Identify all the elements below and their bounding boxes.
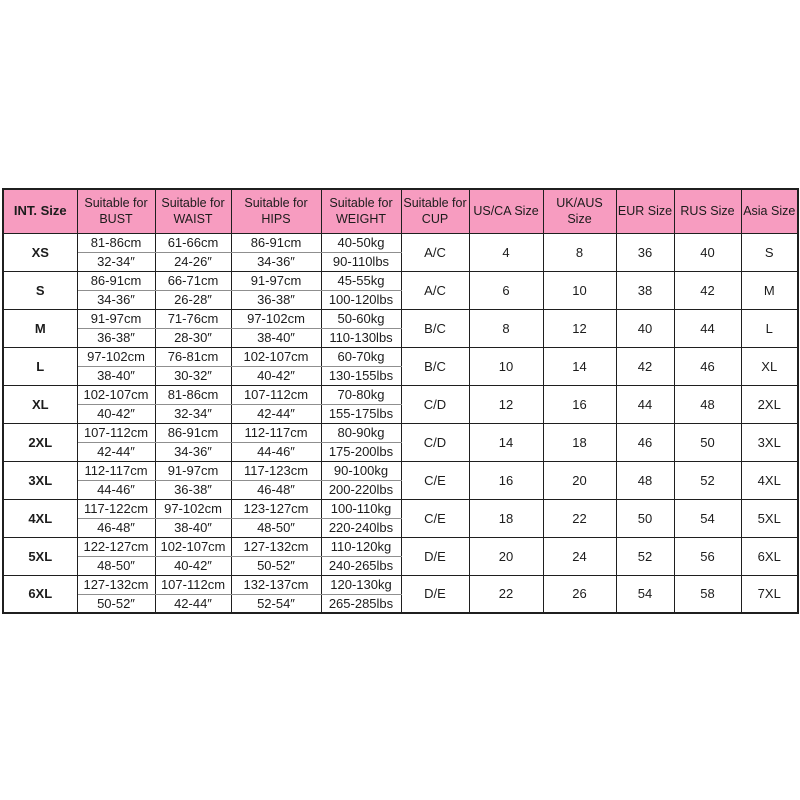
asia-cell: 3XL bbox=[741, 423, 798, 461]
bust-cm-cell: 107-112cm bbox=[77, 423, 155, 442]
eur-cell: 44 bbox=[616, 385, 674, 423]
hips-cm-cell: 117-123cm bbox=[231, 461, 321, 480]
bust-in-cell: 34-36″ bbox=[77, 290, 155, 309]
size-table-body bbox=[3, 233, 798, 613]
header-label: Suitable for bbox=[161, 196, 225, 210]
hips-cm-cell: 123-127cm bbox=[231, 499, 321, 518]
us-ca-cell: 8 bbox=[469, 309, 543, 347]
header-row bbox=[3, 189, 798, 233]
asia-cell: 6XL bbox=[741, 537, 798, 575]
bust-cm-cell: 97-102cm bbox=[77, 347, 155, 366]
waist-cm-cell: 91-97cm bbox=[155, 461, 231, 480]
bust-in-cell: 38-40″ bbox=[77, 366, 155, 385]
rus-cell: 44 bbox=[674, 309, 741, 347]
size-cell: L bbox=[3, 347, 77, 385]
cup-cell: B/C bbox=[401, 347, 469, 385]
rus-cell: 58 bbox=[674, 575, 741, 613]
size-cell: 6XL bbox=[3, 575, 77, 613]
header-cup bbox=[401, 189, 469, 233]
weight-lbs-cell: 90-110lbs bbox=[321, 252, 401, 271]
table-row bbox=[3, 309, 798, 328]
waist-cm-cell: 97-102cm bbox=[155, 499, 231, 518]
bust-in-cell: 44-46″ bbox=[77, 480, 155, 499]
weight-lbs-cell: 200-220lbs bbox=[321, 480, 401, 499]
hips-cm-cell: 132-137cm bbox=[231, 575, 321, 594]
cup-cell: B/C bbox=[401, 309, 469, 347]
asia-cell: 4XL bbox=[741, 461, 798, 499]
size-cell: 5XL bbox=[3, 537, 77, 575]
uk-aus-cell: 14 bbox=[543, 347, 616, 385]
waist-cm-cell: 81-86cm bbox=[155, 385, 231, 404]
weight-kg-cell: 50-60kg bbox=[321, 309, 401, 328]
waist-cm-cell: 76-81cm bbox=[155, 347, 231, 366]
bust-cm-cell: 117-122cm bbox=[77, 499, 155, 518]
cup-cell: A/C bbox=[401, 233, 469, 271]
bust-cm-cell: 102-107cm bbox=[77, 385, 155, 404]
hips-in-cell: 36-38″ bbox=[231, 290, 321, 309]
waist-in-cell: 40-42″ bbox=[155, 556, 231, 575]
header-int-size bbox=[3, 189, 77, 233]
table-row bbox=[3, 347, 798, 366]
weight-lbs-cell: 220-240lbs bbox=[321, 518, 401, 537]
weight-lbs-cell: 100-120lbs bbox=[321, 290, 401, 309]
cup-cell: D/E bbox=[401, 537, 469, 575]
waist-cm-cell: 86-91cm bbox=[155, 423, 231, 442]
us-ca-cell: 18 bbox=[469, 499, 543, 537]
eur-cell: 36 bbox=[616, 233, 674, 271]
size-chart-table bbox=[2, 188, 799, 614]
header-label: WAIST bbox=[173, 212, 213, 227]
bust-cm-cell: 86-91cm bbox=[77, 271, 155, 290]
uk-aus-cell: 12 bbox=[543, 309, 616, 347]
weight-lbs-cell: 240-265lbs bbox=[321, 556, 401, 575]
hips-cm-cell: 97-102cm bbox=[231, 309, 321, 328]
waist-in-cell: 34-36″ bbox=[155, 442, 231, 461]
rus-cell: 52 bbox=[674, 461, 741, 499]
uk-aus-cell: 20 bbox=[543, 461, 616, 499]
header-label: UK/AUS bbox=[556, 196, 603, 210]
eur-cell: 46 bbox=[616, 423, 674, 461]
eur-cell: 50 bbox=[616, 499, 674, 537]
asia-cell: 5XL bbox=[741, 499, 798, 537]
uk-aus-cell: 18 bbox=[543, 423, 616, 461]
weight-lbs-cell: 155-175lbs bbox=[321, 404, 401, 423]
uk-aus-cell: 8 bbox=[543, 233, 616, 271]
waist-in-cell: 36-38″ bbox=[155, 480, 231, 499]
weight-kg-cell: 110-120kg bbox=[321, 537, 401, 556]
bust-cm-cell: 91-97cm bbox=[77, 309, 155, 328]
cup-cell: A/C bbox=[401, 271, 469, 309]
header-label: CUP bbox=[421, 212, 449, 227]
bust-cm-cell: 127-132cm bbox=[77, 575, 155, 594]
asia-cell: M bbox=[741, 271, 798, 309]
waist-cm-cell: 107-112cm bbox=[155, 575, 231, 594]
weight-kg-cell: 40-50kg bbox=[321, 233, 401, 252]
hips-in-cell: 38-40″ bbox=[231, 328, 321, 347]
cup-cell: C/E bbox=[401, 499, 469, 537]
weight-lbs-cell: 265-285lbs bbox=[321, 594, 401, 613]
bust-in-cell: 40-42″ bbox=[77, 404, 155, 423]
size-cell: XS bbox=[3, 233, 77, 271]
rus-cell: 54 bbox=[674, 499, 741, 537]
header-label: Size bbox=[567, 212, 592, 227]
hips-cm-cell: 107-112cm bbox=[231, 385, 321, 404]
weight-kg-cell: 90-100kg bbox=[321, 461, 401, 480]
hips-in-cell: 48-50″ bbox=[231, 518, 321, 537]
us-ca-cell: 4 bbox=[469, 233, 543, 271]
weight-lbs-cell: 130-155lbs bbox=[321, 366, 401, 385]
header-label: Asia Size bbox=[743, 204, 796, 219]
bust-in-cell: 48-50″ bbox=[77, 556, 155, 575]
uk-aus-cell: 26 bbox=[543, 575, 616, 613]
eur-cell: 52 bbox=[616, 537, 674, 575]
waist-cm-cell: 61-66cm bbox=[155, 233, 231, 252]
header-asia bbox=[741, 189, 798, 233]
waist-in-cell: 32-34″ bbox=[155, 404, 231, 423]
header-label: EUR Size bbox=[617, 204, 673, 219]
table-row bbox=[3, 271, 798, 290]
bust-in-cell: 50-52″ bbox=[77, 594, 155, 613]
uk-aus-cell: 16 bbox=[543, 385, 616, 423]
header-weight bbox=[321, 189, 401, 233]
asia-cell: L bbox=[741, 309, 798, 347]
rus-cell: 48 bbox=[674, 385, 741, 423]
header-label: Suitable for bbox=[84, 196, 148, 210]
header-label: US/CA Size bbox=[473, 204, 539, 219]
waist-in-cell: 26-28″ bbox=[155, 290, 231, 309]
header-label: INT. Size bbox=[13, 202, 67, 218]
us-ca-cell: 16 bbox=[469, 461, 543, 499]
uk-aus-cell: 22 bbox=[543, 499, 616, 537]
hips-cm-cell: 127-132cm bbox=[231, 537, 321, 556]
header-label: BUST bbox=[99, 212, 133, 227]
asia-cell: 2XL bbox=[741, 385, 798, 423]
bust-in-cell: 46-48″ bbox=[77, 518, 155, 537]
us-ca-cell: 6 bbox=[469, 271, 543, 309]
weight-lbs-cell: 110-130lbs bbox=[321, 328, 401, 347]
hips-in-cell: 50-52″ bbox=[231, 556, 321, 575]
table-header bbox=[3, 189, 798, 233]
hips-in-cell: 34-36″ bbox=[231, 252, 321, 271]
hips-cm-cell: 91-97cm bbox=[231, 271, 321, 290]
table-row bbox=[3, 461, 798, 480]
us-ca-cell: 22 bbox=[469, 575, 543, 613]
header-label: WEIGHT bbox=[336, 212, 386, 227]
weight-kg-cell: 120-130kg bbox=[321, 575, 401, 594]
us-ca-cell: 20 bbox=[469, 537, 543, 575]
bust-cm-cell: 81-86cm bbox=[77, 233, 155, 252]
us-ca-cell: 12 bbox=[469, 385, 543, 423]
hips-in-cell: 52-54″ bbox=[231, 594, 321, 613]
header-us-ca bbox=[469, 189, 543, 233]
size-cell: 2XL bbox=[3, 423, 77, 461]
hips-in-cell: 46-48″ bbox=[231, 480, 321, 499]
eur-cell: 42 bbox=[616, 347, 674, 385]
table-row bbox=[3, 385, 798, 404]
us-ca-cell: 14 bbox=[469, 423, 543, 461]
waist-cm-cell: 102-107cm bbox=[155, 537, 231, 556]
rus-cell: 50 bbox=[674, 423, 741, 461]
weight-kg-cell: 80-90kg bbox=[321, 423, 401, 442]
cup-cell: C/E bbox=[401, 461, 469, 499]
bust-in-cell: 32-34″ bbox=[77, 252, 155, 271]
asia-cell: 7XL bbox=[741, 575, 798, 613]
weight-kg-cell: 70-80kg bbox=[321, 385, 401, 404]
table-row bbox=[3, 575, 798, 594]
eur-cell: 40 bbox=[616, 309, 674, 347]
waist-in-cell: 24-26″ bbox=[155, 252, 231, 271]
header-uk-aus bbox=[543, 189, 616, 233]
header-label: RUS Size bbox=[680, 204, 735, 219]
bust-cm-cell: 122-127cm bbox=[77, 537, 155, 556]
header-hips bbox=[231, 189, 321, 233]
size-cell: S bbox=[3, 271, 77, 309]
table-row bbox=[3, 537, 798, 556]
size-cell: 4XL bbox=[3, 499, 77, 537]
eur-cell: 54 bbox=[616, 575, 674, 613]
bust-cm-cell: 112-117cm bbox=[77, 461, 155, 480]
hips-in-cell: 42-44″ bbox=[231, 404, 321, 423]
hips-in-cell: 40-42″ bbox=[231, 366, 321, 385]
eur-cell: 48 bbox=[616, 461, 674, 499]
weight-kg-cell: 60-70kg bbox=[321, 347, 401, 366]
eur-cell: 38 bbox=[616, 271, 674, 309]
rus-cell: 42 bbox=[674, 271, 741, 309]
hips-cm-cell: 112-117cm bbox=[231, 423, 321, 442]
weight-kg-cell: 45-55kg bbox=[321, 271, 401, 290]
us-ca-cell: 10 bbox=[469, 347, 543, 385]
bust-in-cell: 36-38″ bbox=[77, 328, 155, 347]
weight-lbs-cell: 175-200lbs bbox=[321, 442, 401, 461]
table-row bbox=[3, 423, 798, 442]
waist-in-cell: 42-44″ bbox=[155, 594, 231, 613]
weight-kg-cell: 100-110kg bbox=[321, 499, 401, 518]
header-bust bbox=[77, 189, 155, 233]
waist-cm-cell: 66-71cm bbox=[155, 271, 231, 290]
hips-cm-cell: 102-107cm bbox=[231, 347, 321, 366]
asia-cell: S bbox=[741, 233, 798, 271]
header-label: Suitable for bbox=[244, 196, 308, 210]
size-cell: 3XL bbox=[3, 461, 77, 499]
header-label: Suitable for bbox=[329, 196, 393, 210]
cup-cell: D/E bbox=[401, 575, 469, 613]
hips-in-cell: 44-46″ bbox=[231, 442, 321, 461]
header-rus bbox=[674, 189, 741, 233]
header-waist bbox=[155, 189, 231, 233]
rus-cell: 40 bbox=[674, 233, 741, 271]
asia-cell: XL bbox=[741, 347, 798, 385]
cup-cell: C/D bbox=[401, 385, 469, 423]
waist-cm-cell: 71-76cm bbox=[155, 309, 231, 328]
waist-in-cell: 30-32″ bbox=[155, 366, 231, 385]
bust-in-cell: 42-44″ bbox=[77, 442, 155, 461]
header-label: Suitable for bbox=[403, 196, 467, 210]
cup-cell: C/D bbox=[401, 423, 469, 461]
size-cell: XL bbox=[3, 385, 77, 423]
header-label: HIPS bbox=[261, 212, 291, 227]
table-row bbox=[3, 499, 798, 518]
uk-aus-cell: 24 bbox=[543, 537, 616, 575]
rus-cell: 46 bbox=[674, 347, 741, 385]
waist-in-cell: 38-40″ bbox=[155, 518, 231, 537]
hips-cm-cell: 86-91cm bbox=[231, 233, 321, 252]
table-row bbox=[3, 233, 798, 252]
rus-cell: 56 bbox=[674, 537, 741, 575]
header-eur bbox=[616, 189, 674, 233]
uk-aus-cell: 10 bbox=[543, 271, 616, 309]
waist-in-cell: 28-30″ bbox=[155, 328, 231, 347]
size-cell: M bbox=[3, 309, 77, 347]
